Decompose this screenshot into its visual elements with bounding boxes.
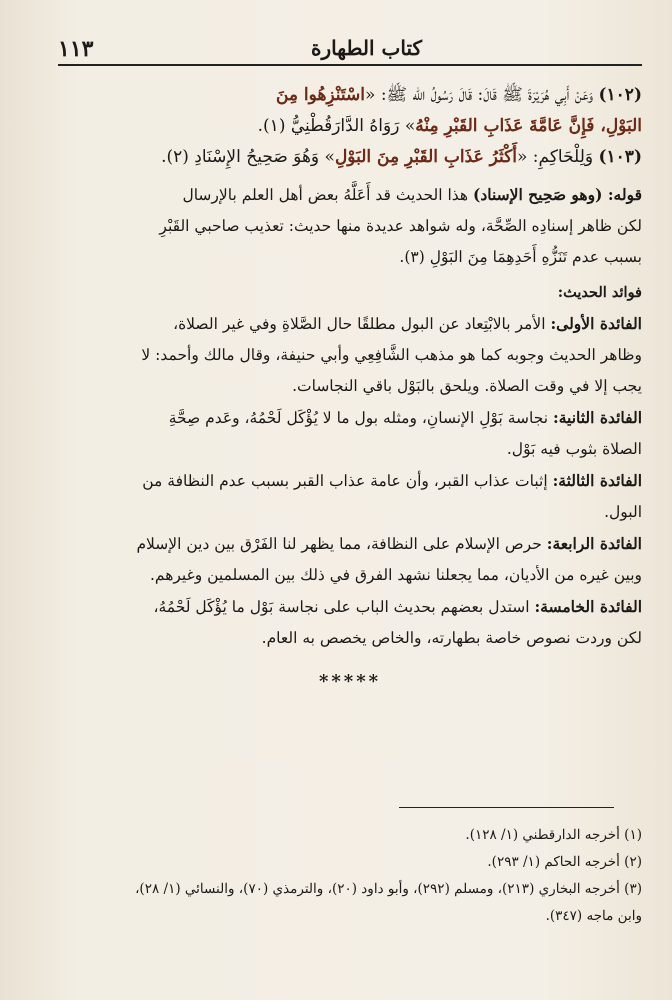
benefit-5-line-1	[58, 591, 642, 623]
benefit-3-line-1	[58, 465, 642, 497]
hadith-103	[58, 142, 642, 173]
hadith-quote: اسْتَنْزِهُوا مِنَ	[275, 85, 366, 105]
benefit-label: الفائدة الرابعة:	[546, 534, 642, 553]
section-ornament: *****	[318, 671, 382, 692]
hadith-intro: وَعَنْ أَبِي هُرَيْرَةَ ﷺ قَالَ: قَالَ رَسُولُ الله ﷺ: «	[365, 85, 594, 105]
chapter-title: كتاب الطهارة	[311, 36, 422, 60]
benefit-text: إثبات عذاب القبر، وأن عامة عذاب القبر بسبب عدم النظافة من	[142, 472, 553, 490]
benefit-text: الأمر بالابْتِعاد عن البول مطلقًا حال الصَّلاةِ وفي غير الصلاة،	[173, 315, 551, 333]
benefit-label: الفائدة الأولى:	[550, 314, 642, 333]
benefit-label: الفائدة الثانية:	[552, 408, 642, 427]
page-number: ١١٣	[58, 36, 94, 62]
benefit-label: الفائدة الخامسة:	[534, 597, 642, 616]
footnote-2: (٢) أخرجه الحاكم (١/ ٢٩٣).	[487, 854, 642, 870]
benefit-1-line-3: يجب إلا في وقت الصلاة. ويلحق بالبَوْل باقي النجاسات.	[292, 377, 642, 395]
benefit-1-line-2: وظاهر الحديث وجوبه كما هو مذهب الشَّافِعِي وأبي حنيفة، وقال مالك وأحمد: لا	[141, 346, 642, 364]
footnote-1: (١) أخرجه الدارقطني (١/ ١٢٨).	[465, 827, 642, 843]
hadith-quote: البَوْلِ، فَإِنَّ عَامَّةَ عَذَابِ القَبْرِ مِنْهُ	[415, 116, 642, 136]
benefit-5-line-2: لكن وردت نصوص خاصة بطهارته، والخاص يخصص به العام.	[261, 629, 642, 647]
benefit-text: حرص الإسلام على النظافة، مما يظهر لنا الفَرْق بين دين الإسلام	[136, 535, 547, 553]
footnote-3: (٣) أخرجه البخاري (٢١٣)، ومسلم (٢٩٢)، وأبو داود (٢٠)، والترمذي (٧٠)، والنسائي (١/ ٢٨)،	[135, 881, 642, 897]
commentary-line-3: بسبب عدم تَنَزُّهِ أَحَدِهِمَا مِنَ البَوْلِ (٣).	[399, 248, 642, 266]
hadith-intro: وَلِلْحَاكِمِ: «	[516, 147, 594, 167]
footnotes	[58, 822, 642, 930]
hadith-source: » وَهُوَ صَحِيحُ الإِسْنَادِ (٢).	[161, 147, 335, 167]
hadith-102-line-2	[58, 111, 642, 142]
hadith-102-line-1	[58, 80, 642, 111]
benefit-4-line-2: وبين غيره من الأديان، مما يجعلنا نشهد الفرق في ذلك بين المسلمين وغيرهم.	[149, 566, 642, 584]
hadith-number: (١٠٢)	[598, 85, 642, 105]
benefit-text: استدل بعضهم بحديث الباب على نجاسة بَوْل ما يُؤْكَل لَحْمُهُ،	[153, 598, 535, 616]
commentary-text: هذا الحديث قد أَعَلَّهُ بعض أهل العلم بالإرسال	[182, 186, 474, 204]
benefit-3-line-2: البول.	[604, 503, 642, 521]
benefit-text: نجاسة بَوْلِ الإنسانِ، ومثله بول ما لا يُؤْكَل لَحْمُهُ، وعَدم صِحَّةِ	[168, 409, 553, 427]
commentary-line-2: لكن ظاهر إسنادِه الصِّحَّة، وله شواهد عديدة منها حديث: تعذيب صاحبي القَبْرِ	[159, 217, 642, 235]
page-header	[58, 30, 642, 66]
hadith-source: » رَوَاهُ الدَّارَقُطْنِيُّ (١).	[257, 116, 416, 136]
benefit-label: الفائدة الثالثة:	[552, 471, 642, 490]
main-text	[58, 80, 642, 715]
hadith-number: (١٠٣)	[598, 147, 642, 167]
benefit-1-line-1	[58, 308, 642, 340]
footnote-divider	[399, 807, 614, 808]
footnote-3-continued: وابن ماجه (٣٤٧).	[545, 908, 642, 924]
benefit-2-line-1	[58, 402, 642, 434]
commentary-label: قوله: (وهو صَحِيح الإسناد)	[473, 185, 642, 204]
benefits-heading: فوائد الحديث:	[557, 284, 642, 301]
benefit-4-line-1	[58, 528, 642, 560]
benefit-2-line-2: الصلاة بثوب فيه بَوْل.	[506, 440, 642, 458]
commentary-line-1	[58, 179, 642, 211]
hadith-quote: أَكْثَرُ عَذَابِ القَبْرِ مِنَ البَوْلِ	[334, 147, 517, 167]
